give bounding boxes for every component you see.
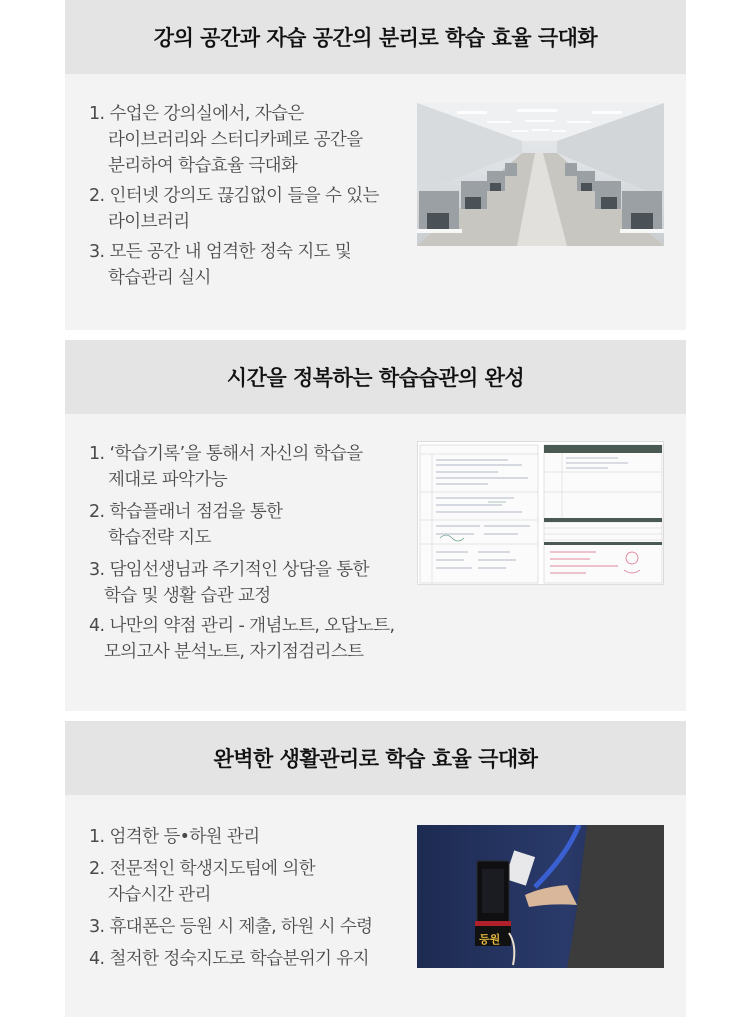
- list-item: [89, 101, 379, 179]
- section-header: [65, 340, 686, 414]
- section-header: [65, 0, 686, 74]
- feature-list: [89, 824, 372, 972]
- list-item-line: 4. 나만의 약점 관리 - 개념노트, 오답노트,: [89, 616, 395, 636]
- feature-list: [89, 101, 379, 291]
- library-hall-photo: [417, 103, 664, 246]
- library-hall-illustration: [417, 103, 664, 246]
- study-planner-photo: [417, 441, 664, 585]
- section-title: 완벽한 생활관리로 학습 효율 극대화: [213, 747, 538, 771]
- section-header: [65, 721, 686, 795]
- list-item-line: 4. 철저한 정숙지도로 학습분위기 유지: [89, 949, 369, 969]
- list-item-line: 1. 수업은 강의실에서, 자습은: [89, 104, 304, 124]
- list-item-line: 1. 엄격한 등•하원 관리: [89, 827, 260, 847]
- list-item-line: 3. 휴대폰은 등원 시 제출, 하원 시 수령: [89, 917, 373, 937]
- list-item: [89, 183, 379, 235]
- entrance-check-photo: [417, 825, 664, 968]
- study-planner-illustration: [418, 442, 664, 585]
- list-item-line: 2. 전문적인 학생지도팀에 의한: [89, 859, 316, 879]
- list-item-line: 분리하여 학습효율 극대화: [108, 156, 298, 176]
- entrance-check-illustration: [417, 825, 664, 968]
- list-item-line: 라이브러리: [108, 212, 190, 232]
- list-item: [89, 824, 372, 850]
- list-item: [89, 499, 395, 551]
- list-item-line: 제대로 파악가능: [108, 470, 228, 490]
- section-study-habits: [65, 340, 686, 711]
- list-item: [89, 557, 395, 609]
- list-item: [89, 441, 395, 493]
- section-space-separation: [65, 0, 686, 330]
- list-item: [89, 613, 395, 665]
- list-item: [89, 856, 372, 908]
- list-item-line: 자습시간 관리: [108, 885, 211, 905]
- list-item-line: 모의고사 분석노트, 자기점검리스트: [104, 642, 364, 662]
- list-item-line: 2. 인터넷 강의도 끊김없이 들을 수 있는: [89, 186, 379, 206]
- list-item: [89, 239, 379, 291]
- list-item: [89, 914, 372, 940]
- list-item-line: 학습관리 실시: [108, 268, 211, 288]
- section-title: 강의 공간과 자습 공간의 분리로 학습 효율 극대화: [153, 26, 598, 50]
- feature-list: [89, 441, 395, 665]
- list-item-line: 2. 학습플래너 점검을 통한: [89, 502, 283, 522]
- list-item-line: 학습전략 지도: [108, 528, 211, 548]
- device-label: 등원: [479, 933, 501, 946]
- section-title: 시간을 정복하는 학습습관의 완성: [226, 366, 525, 390]
- list-item: [89, 946, 372, 972]
- list-item-line: 3. 담임선생님과 주기적인 상담을 통한: [89, 560, 369, 580]
- list-item-line: 3. 모든 공간 내 엄격한 정숙 지도 및: [89, 242, 352, 262]
- section-life-management: [65, 721, 686, 1017]
- list-item-line: 학습 및 생활 습관 교정: [104, 586, 271, 606]
- list-item-line: 라이브러리와 스터디카페로 공간을: [108, 130, 363, 150]
- list-item-line: 1. ‘학습기록’을 통해서 자신의 학습을: [89, 444, 363, 464]
